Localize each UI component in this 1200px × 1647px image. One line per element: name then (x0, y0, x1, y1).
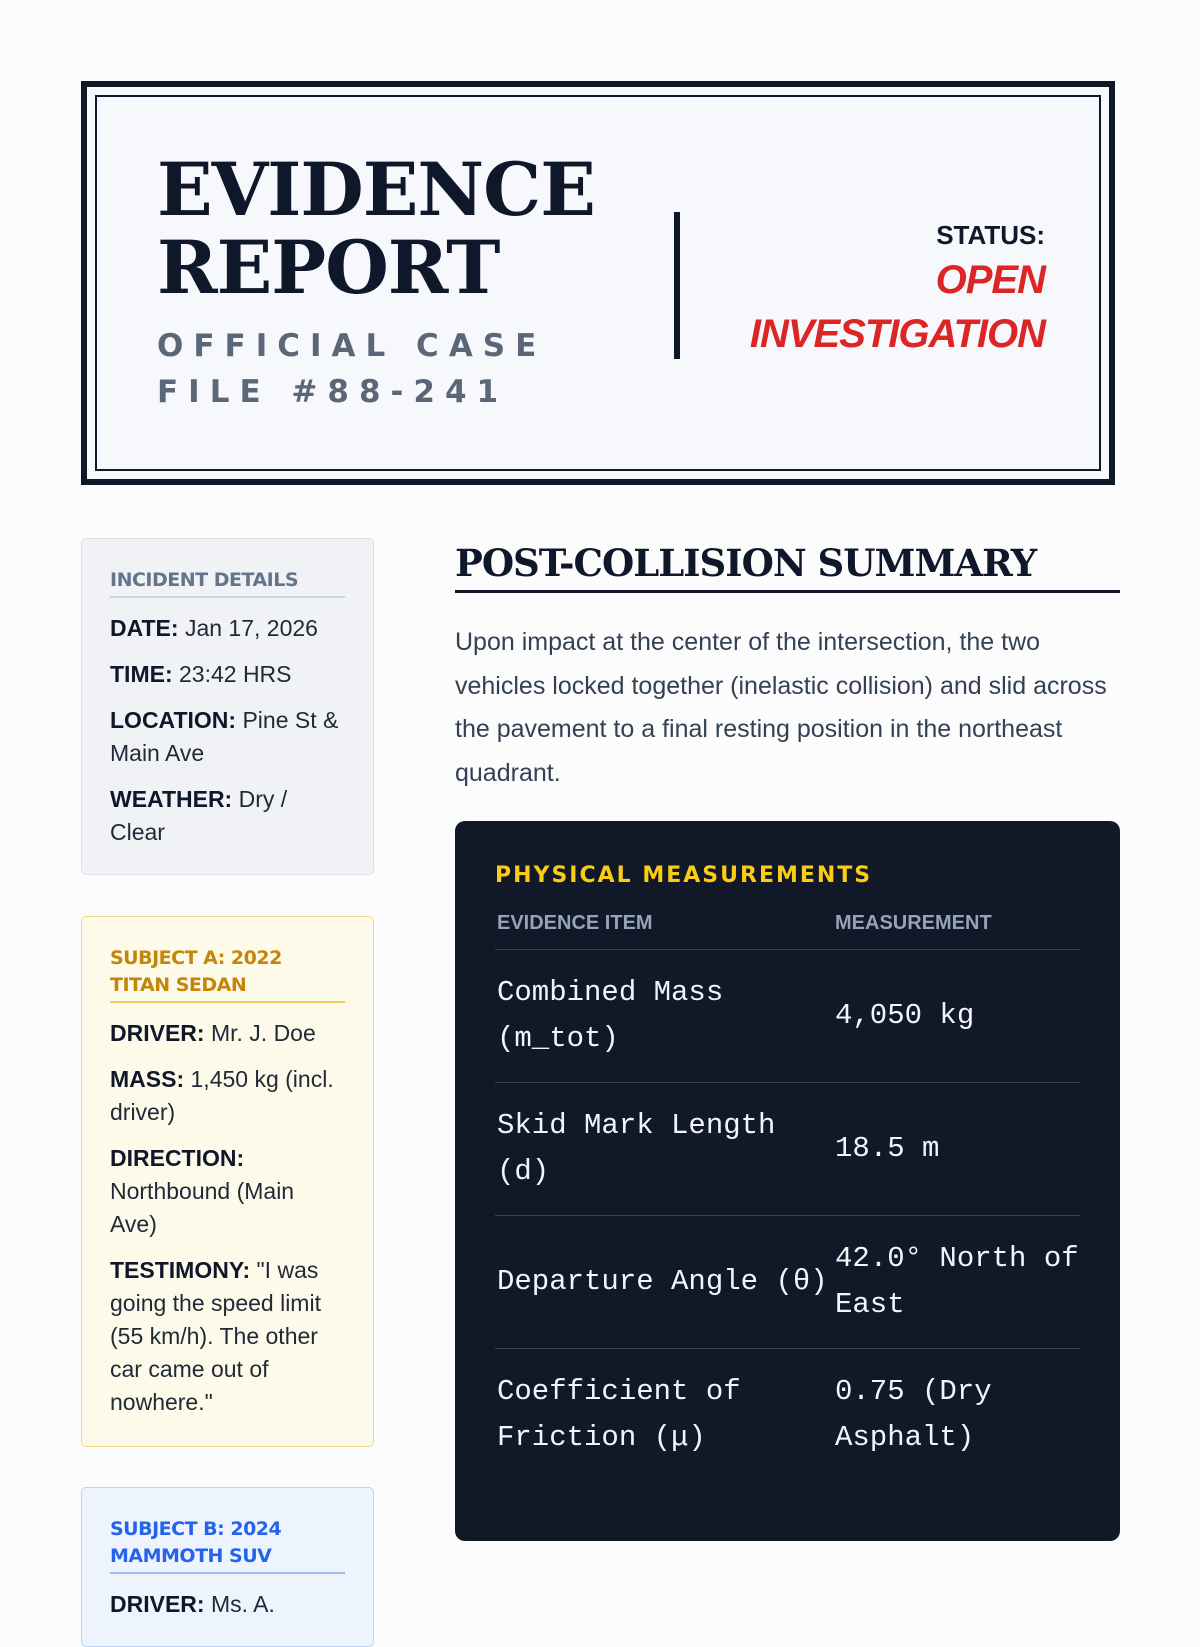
column-header-measurement: MEASUREMENT (833, 912, 1080, 950)
subject-a-driver-field (110, 1017, 345, 1050)
status-value-line1: OPEN (935, 258, 1045, 302)
subject-b-title: SUBJECT B: 2024 MAMMOTH SUV (110, 1516, 345, 1574)
evidence-item-cell: Departure Angle (θ) (495, 1216, 833, 1349)
field-value: Northbound (Main Ave) (110, 1178, 295, 1237)
incident-details-title: INCIDENT DETAILS (110, 567, 345, 598)
field-value: "I was going the speed limit (55 km/h). The other car came out of nowhere." (110, 1257, 321, 1415)
field-label: TESTIMONY: (110, 1257, 251, 1283)
subject-a-card (81, 916, 374, 1447)
case-file-subtitle: OFFICIAL CASE FILE #88-241 (157, 328, 547, 410)
report-title-line2: REPORT (157, 225, 500, 311)
table-header-row (495, 912, 1080, 950)
incident-weather-field (110, 783, 345, 849)
summary-text: Upon impact at the center of the intersection, the two vehicles locked together (inelastic collision) and slid across the pavement to a final resting position in the northeast quadrant. (455, 628, 1107, 787)
field-value: 1,450 kg (incl. driver) (110, 1066, 334, 1125)
status-value (750, 253, 1045, 361)
field-value: 23:42 HRS (179, 661, 292, 687)
field-label: DIRECTION: (110, 1145, 245, 1171)
measurements-table (495, 912, 1080, 1481)
field-label: DRIVER: (110, 1020, 205, 1046)
field-label: DATE: (110, 615, 179, 641)
incident-date-field (110, 612, 345, 645)
header-divider (674, 212, 680, 359)
measurement-cell: 18.5 m (833, 1083, 1080, 1216)
measurement-cell: 4,050 kg (833, 950, 1080, 1083)
field-label: WEATHER: (110, 786, 233, 812)
physical-measurements-panel (455, 821, 1120, 1541)
summary-title: POST-COLLISION SUMMARY (455, 540, 1120, 593)
table-row (495, 950, 1080, 1083)
incident-details-card (81, 538, 374, 875)
subject-a-direction-field (110, 1142, 345, 1241)
report-title-line1: EVIDENCE (157, 147, 595, 233)
report-title (157, 147, 595, 311)
field-label: LOCATION: (110, 707, 237, 733)
field-value: Dry / Clear (110, 786, 288, 845)
field-value: Pine St & Main Ave (110, 707, 339, 766)
evidence-item-cell: Coefficient of Friction (μ) (497, 1375, 741, 1454)
subject-b-card (81, 1487, 374, 1647)
column-header-item: EVIDENCE ITEM (495, 912, 833, 950)
measurements-title: PHYSICAL MEASUREMENTS (495, 863, 873, 888)
measurement-cell: 0.75 (Dry Asphalt) (835, 1375, 992, 1454)
field-value: Jan 17, 2026 (184, 615, 318, 641)
field-label: DRIVER: (110, 1591, 205, 1617)
status-value-line2: INVESTIGATION (749, 312, 1045, 356)
subject-b-driver-field (110, 1588, 345, 1621)
table-row (495, 1349, 1080, 1482)
table-row (495, 1083, 1080, 1216)
status-label: STATUS: (936, 220, 1045, 250)
field-value: Ms. A. (210, 1591, 275, 1617)
subject-a-mass-field (110, 1063, 345, 1129)
report-header (81, 81, 1115, 485)
evidence-item-cell: Combined Mass (m_tot) (495, 950, 833, 1083)
field-label: MASS: (110, 1066, 185, 1092)
evidence-item-cell: Skid Mark Length (d) (495, 1083, 833, 1216)
header-inner-frame (95, 95, 1101, 471)
table-row (495, 1216, 1080, 1349)
measurement-cell: 42.0° North of East (833, 1216, 1080, 1349)
subject-a-testimony-field (110, 1254, 345, 1419)
field-value: Mr. J. Doe (210, 1020, 316, 1046)
incident-location-field (110, 704, 345, 770)
incident-time-field (110, 658, 345, 691)
subject-a-title: SUBJECT A: 2022 TITAN SEDAN (110, 945, 345, 1003)
field-label: TIME: (110, 661, 173, 687)
